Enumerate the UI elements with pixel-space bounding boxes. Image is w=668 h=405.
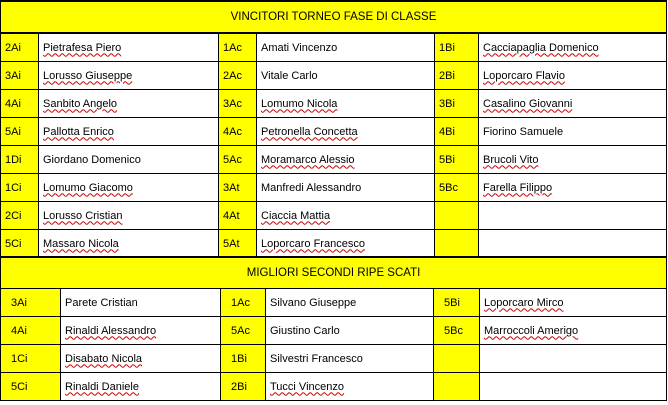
- student-name: Fiorino Samuele: [483, 125, 564, 138]
- student-name-cell: [61, 345, 221, 373]
- table-row: [1, 317, 667, 345]
- class-code-cell: 1Bi: [435, 33, 479, 62]
- student-name: Rinaldi Alessandro: [65, 324, 157, 337]
- student-name-cell: [266, 345, 434, 373]
- student-name-cell: [39, 33, 219, 62]
- class-code-cell: 5Bi: [434, 289, 480, 317]
- class-code-cell: 4At: [219, 202, 257, 230]
- student-name: Pietrafesa Piero: [43, 41, 122, 54]
- class-code-cell: 4Ai: [1, 90, 39, 118]
- best-seconds-table: [0, 256, 667, 401]
- class-code-cell: 3At: [219, 174, 257, 202]
- student-name: Pallotta Enrico: [43, 125, 114, 138]
- class-code-cell: 5Ac: [219, 146, 257, 174]
- table-row: [1, 33, 667, 62]
- student-name-cell: [39, 174, 219, 202]
- student-name-cell: [266, 289, 434, 317]
- student-name-cell: [479, 174, 667, 202]
- best-seconds-title: MIGLIORI SECONDI RIPE SCATI: [1, 257, 667, 289]
- student-name-cell: [479, 118, 667, 146]
- student-name-cell: [257, 174, 435, 202]
- student-name: Ciaccia Mattia: [261, 209, 331, 222]
- class-code-cell: [434, 373, 480, 401]
- class-code-cell: [435, 202, 479, 230]
- student-name-cell: [39, 118, 219, 146]
- student-name-cell: [480, 289, 667, 317]
- student-name-cell: [479, 90, 667, 118]
- class-code-cell: 4Bi: [435, 118, 479, 146]
- class-code-cell: 5At: [219, 230, 257, 259]
- class-code-cell: 5Ai: [1, 118, 39, 146]
- table-row: [1, 90, 667, 118]
- student-name-cell: [257, 33, 435, 62]
- student-name-cell: [479, 202, 667, 230]
- class-code-cell: 4Ai: [1, 317, 61, 345]
- student-name-cell: [266, 373, 434, 401]
- student-name: Rinaldi Daniele: [65, 380, 139, 393]
- class-code-cell: 2Ci: [1, 202, 39, 230]
- class-code-cell: 5Ci: [1, 373, 61, 401]
- class-code-cell: 3Ai: [1, 62, 39, 90]
- student-name: Massaro Nicola: [43, 237, 119, 250]
- student-name-cell: [257, 62, 435, 90]
- student-name: Lomumo Giacomo: [43, 181, 133, 194]
- student-name: Giordano Domenico: [43, 153, 141, 166]
- class-code-cell: 5Bc: [434, 317, 480, 345]
- table-row: [1, 62, 667, 90]
- student-name: Moramarco Alessio: [261, 153, 355, 166]
- student-name: Parete Cristian: [65, 296, 138, 309]
- student-name-cell: [479, 33, 667, 62]
- class-code-cell: 5Ac: [221, 317, 266, 345]
- student-name: Petronella Concetta: [261, 125, 358, 138]
- student-name: Loporcaro Mirco: [484, 296, 564, 309]
- student-name: Farella Filippo: [483, 181, 553, 194]
- student-name: Silvano Giuseppe: [270, 296, 357, 309]
- student-name: Loporcaro Francesco: [261, 237, 365, 250]
- student-name-cell: [39, 230, 219, 259]
- student-name: Sanbito Angelo: [43, 97, 118, 110]
- table-row: [1, 174, 667, 202]
- student-name: Amati Vincenzo: [261, 41, 338, 54]
- class-code-cell: 1Ac: [221, 289, 266, 317]
- class-code-cell: 5Bc: [435, 174, 479, 202]
- table-row: [1, 373, 667, 401]
- student-name-cell: [479, 146, 667, 174]
- student-name-cell: [266, 317, 434, 345]
- table-row: [1, 345, 667, 373]
- class-code-cell: [435, 230, 479, 259]
- class-code-cell: 2Bi: [221, 373, 266, 401]
- table-row: [1, 230, 667, 259]
- student-name: Lomumo Nicola: [261, 97, 338, 110]
- student-name-cell: [257, 146, 435, 174]
- table-row: [1, 289, 667, 317]
- student-name-cell: [39, 202, 219, 230]
- student-name-cell: [257, 202, 435, 230]
- student-name: Marroccoli Amerigo: [484, 324, 579, 337]
- student-name: Vitale Carlo: [261, 69, 318, 82]
- class-code-cell: 2Ai: [1, 33, 39, 62]
- student-name: Lorusso Cristian: [43, 209, 123, 222]
- student-name-cell: [39, 90, 219, 118]
- class-code-cell: 1Bi: [221, 345, 266, 373]
- student-name-cell: [61, 317, 221, 345]
- student-name-cell: [479, 62, 667, 90]
- table-row: [1, 202, 667, 230]
- student-name-cell: [39, 62, 219, 90]
- student-name: Lorusso Giuseppe: [43, 69, 133, 82]
- student-name: Giustino Carlo: [270, 324, 340, 337]
- class-code-cell: 4Ac: [219, 118, 257, 146]
- class-code-cell: 1Di: [1, 146, 39, 174]
- student-name-cell: [39, 146, 219, 174]
- table-row: [1, 146, 667, 174]
- class-code-cell: 1Ci: [1, 345, 61, 373]
- student-name-cell: [480, 345, 667, 373]
- class-code-cell: [434, 345, 480, 373]
- student-name-cell: [480, 373, 667, 401]
- student-name: Manfredi Alessandro: [261, 181, 362, 194]
- student-name: Loporcaro Flavio: [483, 69, 565, 82]
- class-code-cell: 1Ac: [219, 33, 257, 62]
- table-row: [1, 118, 667, 146]
- student-name: Brucoli Vito: [483, 153, 539, 166]
- student-name-cell: [480, 317, 667, 345]
- class-code-cell: 5Ci: [1, 230, 39, 259]
- class-code-cell: 2Bi: [435, 62, 479, 90]
- class-code-cell: 3Bi: [435, 90, 479, 118]
- class-code-cell: 3Ai: [1, 289, 61, 317]
- class-code-cell: 3Ac: [219, 90, 257, 118]
- class-code-cell: 5Bi: [435, 146, 479, 174]
- winners-title: VINCITORI TORNEO FASE DI CLASSE: [1, 1, 667, 33]
- class-code-cell: 2Ac: [219, 62, 257, 90]
- student-name: Disabato Nicola: [65, 352, 143, 365]
- student-name-cell: [257, 90, 435, 118]
- student-name: Tucci Vincenzo: [270, 380, 344, 393]
- student-name: Silvestri Francesco: [270, 352, 363, 365]
- class-code-cell: 1Ci: [1, 174, 39, 202]
- student-name-cell: [257, 230, 435, 259]
- student-name-cell: [479, 230, 667, 259]
- student-name: Cacciapaglia Domenico: [483, 41, 599, 54]
- student-name-cell: [61, 373, 221, 401]
- student-name-cell: [61, 289, 221, 317]
- student-name-cell: [257, 118, 435, 146]
- student-name: Casalino Giovanni: [483, 97, 573, 110]
